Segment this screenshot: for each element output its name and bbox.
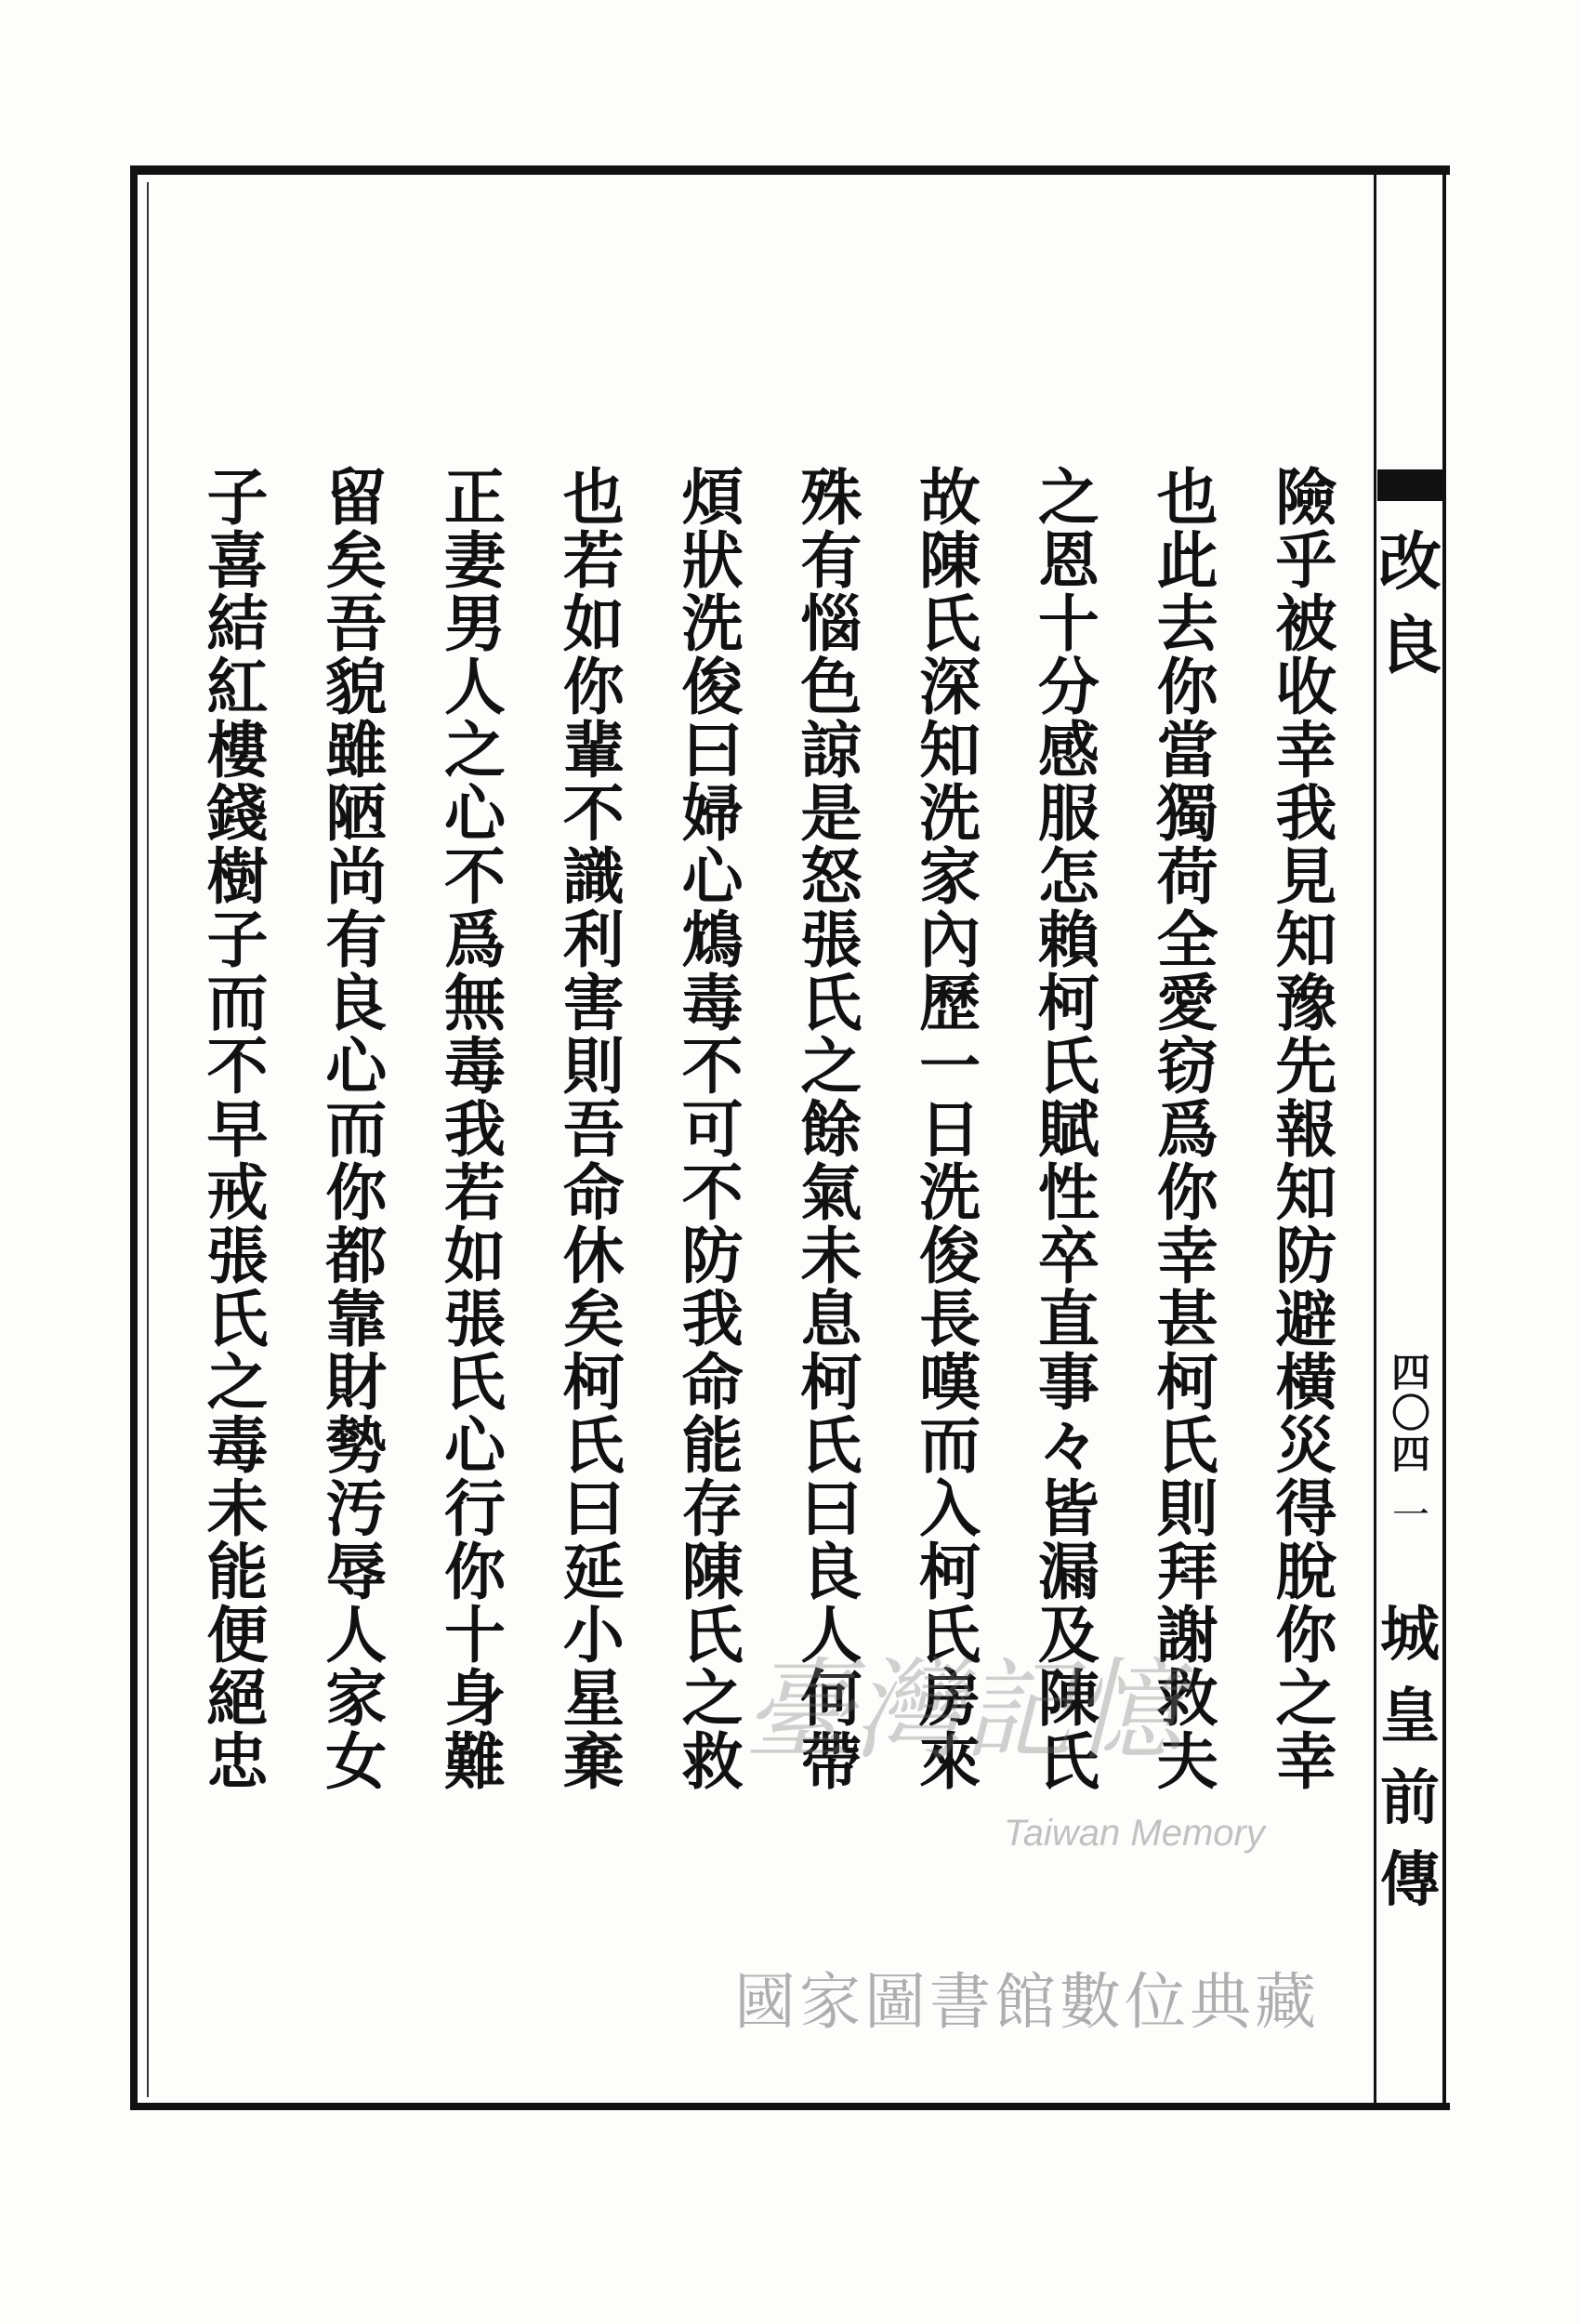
text-column-5: 殊有惱色諒是怒張氏之餘氣未息柯氏曰良人何帶 <box>789 465 862 1792</box>
text-column-8: 正妻男人之心不爲無毒我若如張氏心行你十身難 <box>433 465 507 1792</box>
frame-left-border <box>130 165 138 2110</box>
text-column-2: 也此去你當獨荷全愛窃爲你幸甚柯氏則拜謝救夫 <box>1146 465 1219 1792</box>
banxin-right-line <box>1442 175 1446 2103</box>
banxin-book-title: 城皇前傳 <box>1380 1600 1440 1915</box>
page-mark: 一 <box>1392 1494 1429 1537</box>
text-column-4: 故陳氏深知洗家內歷一日洗俊長嘆而入柯氏房來 <box>908 465 981 1792</box>
frame-left-inner-line <box>147 182 149 2097</box>
banxin-title: 改良 <box>1378 525 1442 683</box>
text-column-6: 煩狀洗俊曰婦心鴆毒不可不防我命能存陳氏之救 <box>671 465 744 1792</box>
watermark-organization: 國家圖書館數位典藏 <box>734 1966 1320 2038</box>
watermark-logo: 臺灣記憶 <box>744 1646 1183 1775</box>
frame-top-border <box>130 165 1450 175</box>
watermark-english: Taiwan Memory <box>1004 1813 1265 1854</box>
banxin-left-line <box>1374 175 1376 2103</box>
text-column-10: 子喜結紅樓錢樹子而不早戒張氏之毒未能便絕忠 <box>196 465 269 1792</box>
text-column-3: 之恩十分感服怎賴柯氏賦性卒直事々皆漏及陳氏 <box>1027 465 1100 1792</box>
page-number: 四〇四 <box>1390 1350 1430 1477</box>
text-column-9: 留矣吾貌雖陋尚有良心而你都靠財勢汚辱人家女 <box>314 465 388 1792</box>
fishtail-mark <box>1377 469 1442 501</box>
text-column-1: 險乎被收幸我見知豫先報知防避橫災得脫你之幸 <box>1264 465 1337 1792</box>
frame-bottom-border <box>130 2103 1450 2110</box>
text-column-7: 也若如你輩不識利害則吾命休矣柯氏曰延小星棄 <box>552 465 625 1792</box>
